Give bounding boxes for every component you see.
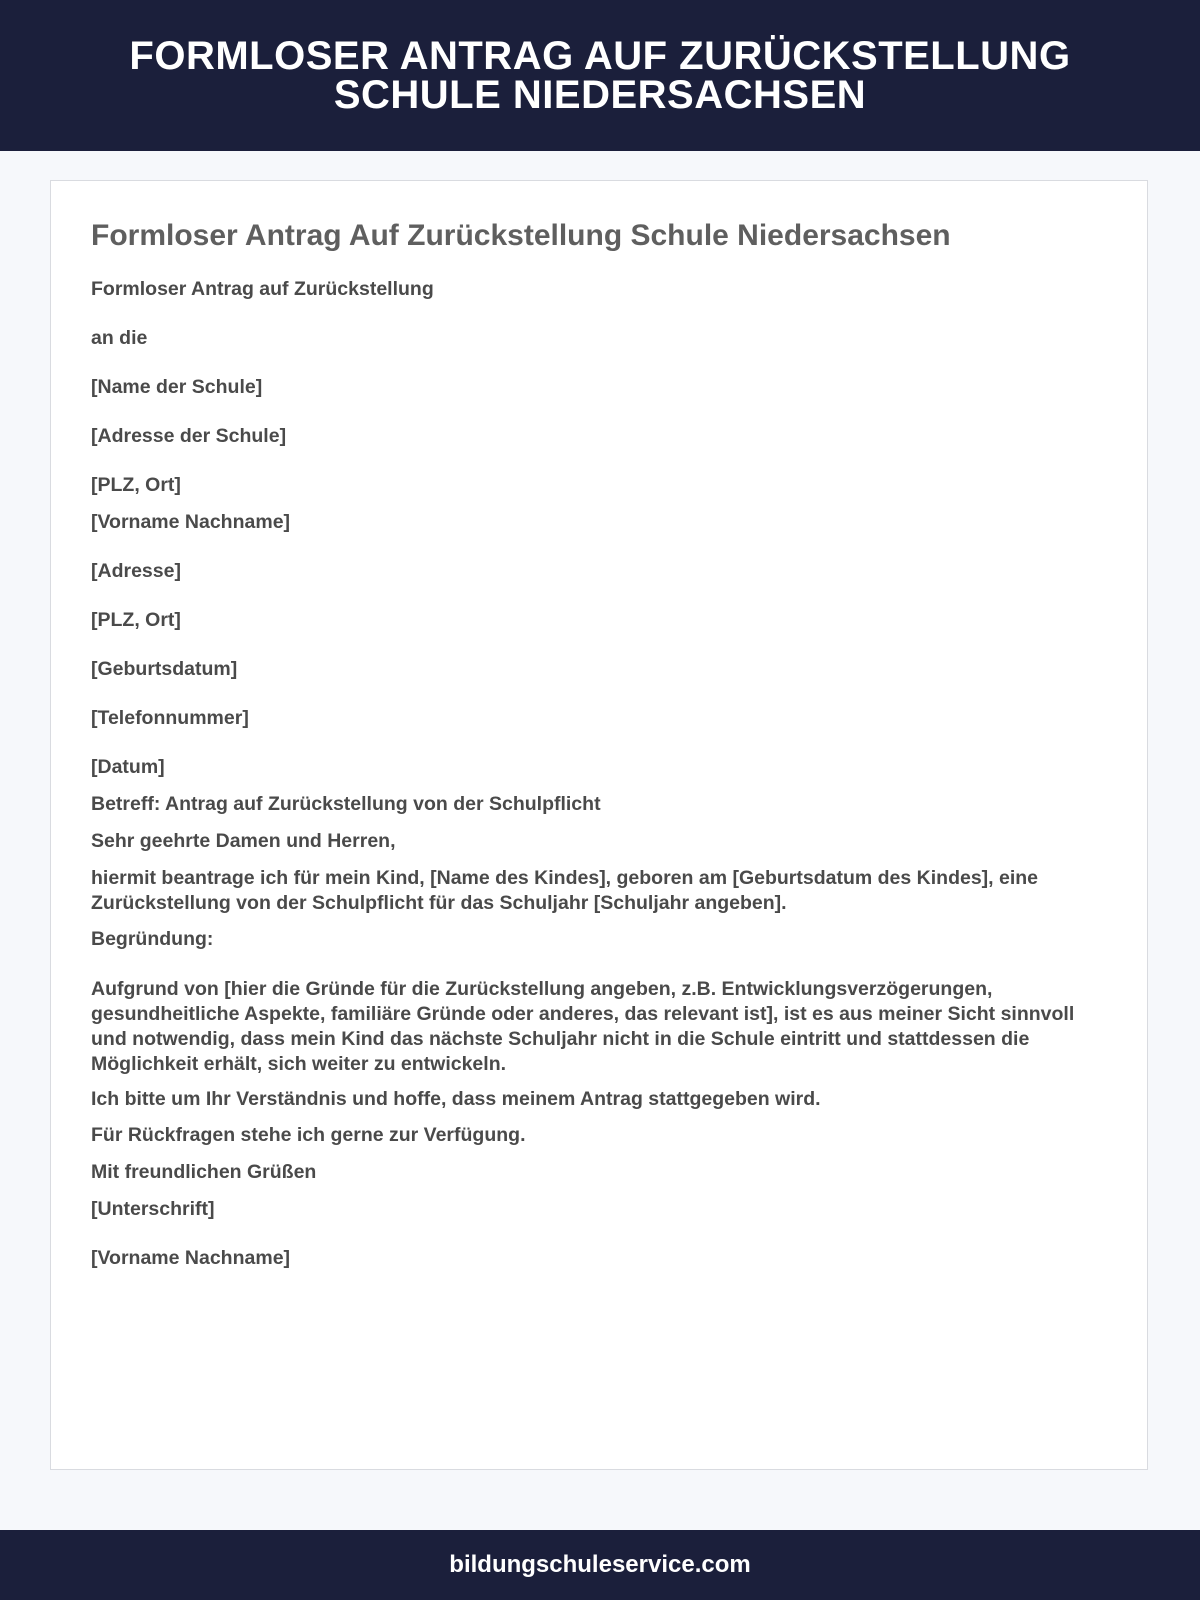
doc-title-line: Formloser Antrag auf Zurückstellung [91, 278, 434, 300]
date-placeholder: [Datum] [91, 756, 165, 778]
school-name-placeholder: [Name der Schule] [91, 376, 263, 398]
signature-placeholder: [Unterschrift] [91, 1198, 215, 1220]
page-title: FORMLOSER ANTRAG AUF ZURÜCKSTELLUNG SCHULE NIEDERSACHSEN [129, 33, 1071, 117]
request-paragraph: hiermit beantrage ich für mein Kind, [Name des Kindes], geboren am [Geburtsdatum des Kindes], eine Zurückstellung von der Schulpflicht für das Schuljahr [Schuljahr angeben]. [91, 867, 1039, 914]
document-card [50, 180, 1148, 1470]
page-header [0, 0, 1200, 151]
greeting: Mit freundlichen Grüßen [91, 1161, 317, 1183]
reason-label: Begründung: [91, 928, 214, 950]
sender-city-placeholder: [PLZ, Ort] [91, 609, 181, 631]
reason-paragraph: Aufgrund von [hier die Gründe für die Zurückstellung angeben, z.B. Entwicklungsverzögerungen, gesundheitliche Aspekte, familiäre Gründe oder anderes, das relevant ist], ist es aus meiner Sicht sinnvoll und notwendig, dass mein Kind das nächste Schuljahr nicht in die Schule eintritt und stattdessen die Möglichkeit erhält, sich weiter zu entwickeln. [91, 978, 1075, 1075]
sender-address-placeholder: [Adresse] [91, 560, 181, 582]
footer-site-link[interactable]: bildungschuleservice.com [449, 1551, 751, 1578]
contact-paragraph: Für Rückfragen stehe ich gerne zur Verfügung. [91, 1124, 526, 1146]
closing-paragraph: Ich bitte um Ihr Verständnis und hoffe, dass meinem Antrag stattgegeben wird. [91, 1088, 821, 1110]
signer-name-placeholder: [Vorname Nachname] [91, 1247, 291, 1269]
page-footer [0, 1530, 1200, 1600]
school-address-placeholder: [Adresse der Schule] [91, 425, 287, 447]
document-heading: Formloser Antrag Auf Zurückstellung Schule Niedersachsen [91, 219, 951, 252]
sender-name-placeholder: [Vorname Nachname] [91, 511, 291, 533]
salutation: Sehr geehrte Damen und Herren, [91, 830, 396, 852]
subject-line: Betreff: Antrag auf Zurückstellung von der Schulpflicht [91, 793, 601, 815]
phone-placeholder: [Telefonnummer] [91, 707, 249, 729]
recipient-prefix: an die [91, 327, 148, 349]
school-city-placeholder: [PLZ, Ort] [91, 474, 181, 496]
birthdate-placeholder: [Geburtsdatum] [91, 658, 238, 680]
